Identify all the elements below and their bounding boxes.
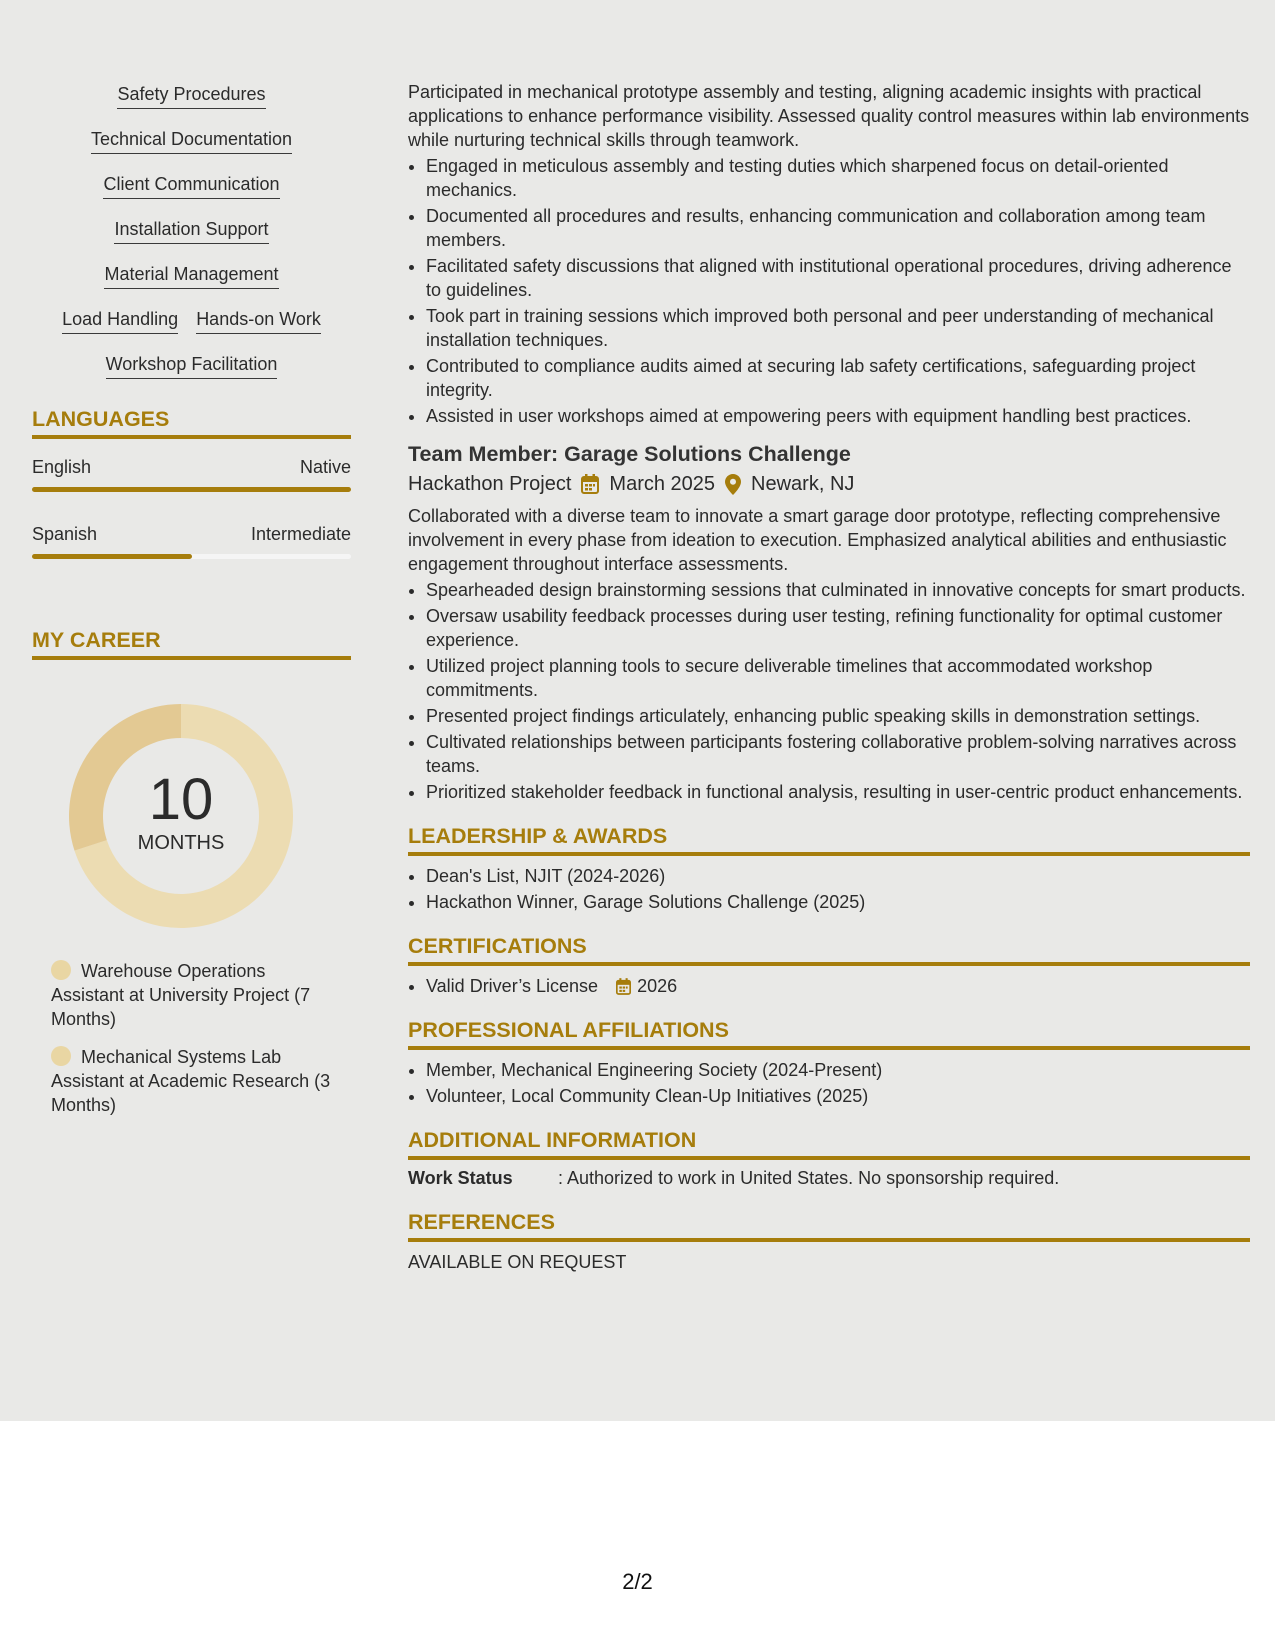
additional-section <box>408 1126 1250 1190</box>
language-row <box>32 455 351 479</box>
skill-tag[interactable]: Load Handling <box>62 307 178 334</box>
skill-row <box>32 262 351 289</box>
language-proficiency-bar <box>32 487 351 492</box>
bullet-item: • Cultivated relationships between participants fostering collaborative problem-solving narratives across teams. <box>426 730 1250 778</box>
career-heading: MY CAREER <box>32 626 351 660</box>
work-status-label: Work Status <box>408 1168 513 1188</box>
hackathon-bullets <box>408 578 1250 804</box>
language-row <box>32 522 351 546</box>
certification-item <box>426 974 1250 998</box>
hackathon-experience <box>408 440 1250 804</box>
legend-dot-icon <box>51 960 71 980</box>
bullet-item: • Took part in training sessions which improved both personal and peer understanding of mechanical installation techniques. <box>426 304 1250 352</box>
hackathon-summary: Collaborated with a diverse team to innovate a smart garage door prototype, reflecting comprehensive involvement in every phase from ideation to execution. Emphasized analytical abilities and enthusiastic engagement throughout interface assessments. <box>408 506 1227 574</box>
work-status-value: : Authorized to work in United States. No sponsorship required. <box>558 1168 1060 1188</box>
calendar-icon <box>581 474 599 494</box>
job-date: March 2025 <box>609 473 716 495</box>
donut-center <box>66 769 296 855</box>
skill-tag[interactable]: Safety Procedures <box>117 82 265 109</box>
bullet-item: • Utilized project planning tools to secure deliverable timelines that accommodated workshop commitments. <box>426 654 1250 702</box>
bullet-item: • Presented project findings articulately, enhancing public speaking skills in demonstration settings. <box>426 704 1250 728</box>
awards-heading: LEADERSHIP & AWARDS <box>408 822 1250 856</box>
skill-tag[interactable]: Technical Documentation <box>91 127 292 154</box>
page-number: 2/2 <box>622 1569 653 1594</box>
award-item: • Hackathon Winner, Garage Solutions Challenge (2025) <box>426 890 1250 914</box>
skill-tag[interactable]: Workshop Facilitation <box>106 352 278 379</box>
bullet-item: • Prioritized stakeholder feedback in functional analysis, resulting in user-centric product enhancements. <box>426 780 1250 804</box>
lab-experience <box>408 80 1250 428</box>
right-column <box>408 80 1250 1274</box>
career-legend-label: Warehouse Operations Assistant at University Project (7 Months) <box>51 961 311 1029</box>
language-level: Intermediate <box>250 524 351 544</box>
languages-heading: LANGUAGES <box>32 405 351 439</box>
career-legend-item <box>51 1045 331 1117</box>
left-column <box>32 82 351 1117</box>
certification-name: • Valid Driver’s License <box>426 976 599 996</box>
skill-tag[interactable]: Hands-on Work <box>196 307 321 334</box>
bullet-item: • Spearheaded design brainstorming sessions that culminated in innovative concepts for smart products. <box>426 578 1250 602</box>
job-org: Hackathon Project <box>408 473 572 495</box>
bullet-item: • Oversaw usability feedback processes during user testing, refining functionality for optimal customer experience. <box>426 604 1250 652</box>
skill-row <box>32 352 351 379</box>
bullet-item: • Facilitated safety discussions that aligned with institutional operational procedures, driving adherence to guidelines. <box>426 254 1250 302</box>
bullet-item: • Contributed to compliance audits aimed at securing lab safety certifications, safeguarding project integrity. <box>426 354 1250 402</box>
languages-section <box>32 405 351 559</box>
language-name: English <box>32 457 92 477</box>
skill-row <box>32 217 351 244</box>
skills-list <box>32 82 351 379</box>
affiliation-item: • Volunteer, Local Community Clean-Up Initiatives (2025) <box>426 1084 1250 1108</box>
job-title: Team Member: Garage Solutions Challenge <box>408 442 851 466</box>
career-section <box>32 626 351 1117</box>
bullet-item: • Engaged in meticulous assembly and testing duties which sharpened focus on detail-oriented mechanics. <box>426 154 1250 202</box>
certification-year: 2026 <box>637 976 678 996</box>
career-legend <box>32 959 351 1117</box>
career-donut <box>66 701 296 931</box>
references-heading: REFERENCES <box>408 1208 1250 1242</box>
skill-row <box>32 82 351 109</box>
skill-row <box>32 127 351 154</box>
lab-bullets <box>408 154 1250 428</box>
job-location: Newark, NJ <box>751 473 855 495</box>
bullet-item: • Documented all procedures and results, enhancing communication and collaboration among team members. <box>426 204 1250 252</box>
additional-heading: ADDITIONAL INFORMATION <box>408 1126 1250 1160</box>
calendar-icon <box>616 978 631 995</box>
bullet-item: • Assisted in user workshops aimed at empowering peers with equipment handling best practices. <box>426 404 1250 428</box>
language-proficiency-fill <box>32 554 192 559</box>
certifications-list <box>408 974 1250 998</box>
career-legend-item <box>51 959 331 1031</box>
skill-tag[interactable]: Installation Support <box>114 217 268 244</box>
skill-tag[interactable]: Material Management <box>104 262 278 289</box>
work-status <box>408 1166 1250 1190</box>
language-name: Spanish <box>32 524 98 544</box>
career-total: 10 <box>148 767 214 832</box>
language-proficiency-bar <box>32 554 351 559</box>
award-item: • Dean's List, NJIT (2024-2026) <box>426 864 1250 888</box>
lab-summary: Participated in mechanical prototype assembly and testing, aligning academic insights with practical applications to enhance performance visibility. Assessed quality control measures within lab environments while nurturing technical skills through teamwork. <box>408 82 1250 150</box>
skill-row <box>32 172 351 199</box>
career-unit: MONTHS <box>137 832 225 854</box>
awards-section <box>408 822 1250 914</box>
language-proficiency-fill <box>32 487 351 492</box>
affiliations-section <box>408 1016 1250 1108</box>
awards-list <box>408 864 1250 914</box>
languages-list <box>32 455 351 559</box>
affiliation-item: • Member, Mechanical Engineering Society (2024-Present) <box>426 1058 1250 1082</box>
references-text: AVAILABLE ON REQUEST <box>408 1252 627 1272</box>
skill-row <box>32 307 351 334</box>
references-section <box>408 1208 1250 1274</box>
legend-dot-icon <box>51 1046 71 1066</box>
career-legend-label: Mechanical Systems Lab Assistant at Academic Research (3 Months) <box>51 1047 331 1115</box>
affiliations-list <box>408 1058 1250 1108</box>
affiliations-heading: PROFESSIONAL AFFILIATIONS <box>408 1016 1250 1050</box>
job-meta <box>408 470 1250 498</box>
skill-tag[interactable]: Client Communication <box>103 172 279 199</box>
certifications-section <box>408 932 1250 998</box>
location-pin-icon <box>725 474 741 495</box>
certifications-heading: CERTIFICATIONS <box>408 932 1250 966</box>
language-level: Native <box>299 457 351 477</box>
